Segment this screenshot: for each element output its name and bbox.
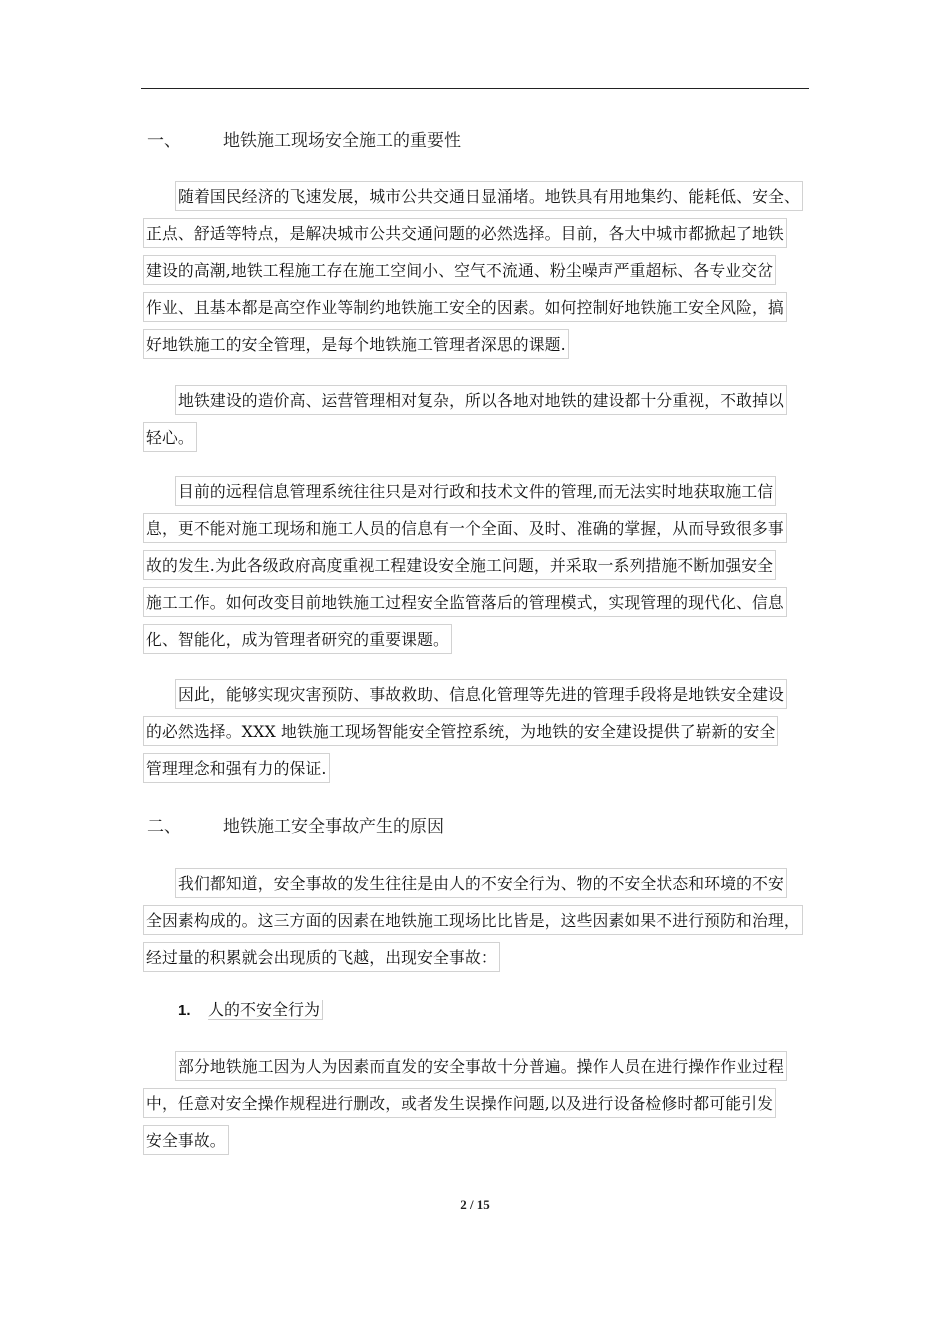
text-line: 全因素构成的。这三方面的因素在地铁施工现场比比皆是，这些因素如果不进行预防和治理， [143,905,803,935]
text-line: 安全事故。 [143,1125,229,1155]
subsection-title: 人的不安全行为 [208,1000,323,1020]
paragraph [143,1051,809,1162]
text-line: 故的发生.为此各级政府高度重视工程建设安全施工问题，并采取一系列措施不断加强安全 [143,550,776,580]
text-line: 我们都知道，安全事故的发生往往是由人的不安全行为、物的不安全状态和环境的不安 [175,868,787,898]
text-line: 的必然选择。XXX 地铁施工现场智能安全管控系统，为地铁的安全建设提供了崭新的安全 [143,716,778,746]
text-line: 部分地铁施工因为人为因素而直发的安全事故十分普遍。操作人员在进行操作作业过程 [175,1051,787,1081]
text-line: 管理理念和强有力的保证. [143,753,330,783]
section-heading-1 [147,126,461,151]
section-title: 地铁施工安全事故产生的原因 [223,817,444,837]
text-line: 因此，能够实现灾害预防、事故救助、信息化管理等先进的管理手段将是地铁安全建设 [175,679,787,709]
text-line: 轻心。 [143,422,197,452]
paragraph [143,181,809,366]
header-rule [141,88,809,89]
text-line: 地铁建设的造价高、运营管理相对复杂，所以各地对地铁的建设都十分重视，不敢掉以 [175,385,787,415]
section-number: 二、 [147,817,181,837]
subsection-heading [178,997,323,1020]
paragraph [143,385,809,459]
section-number: 一、 [147,131,181,151]
paragraph [143,679,809,790]
section-title: 地铁施工现场安全施工的重要性 [223,131,461,151]
text-line: 作业、且基本都是高空作业等制约地铁施工安全的因素。如何控制好地铁施工安全风险，搞 [143,292,787,322]
subsection-number: 1. [178,1002,191,1019]
text-line: 随着国民经济的飞速发展，城市公共交通日显涌堵。地铁具有用地集约、能耗低、安全、 [175,181,803,211]
text-line: 经过量的积累就会出现质的飞越，出现安全事故： [143,942,500,972]
paragraph [143,476,809,661]
text-line: 好地铁施工的安全管理，是每个地铁施工管理者深思的课题. [143,329,569,359]
text-line: 建设的高潮,地铁工程施工存在施工空间小、空气不流通、粉尘噪声严重超标、各专业交岔 [143,255,776,285]
text-line: 正点、舒适等特点，是解决城市公共交通问题的必然选择。目前，各大中城市都掀起了地铁 [143,218,787,248]
text-line: 中，任意对安全操作规程进行删改，或者发生误操作问题,以及进行设备检修时都可能引发 [143,1088,776,1118]
text-line: 化、智能化，成为管理者研究的重要课题。 [143,624,452,654]
page-number: 2 / 15 [460,1197,490,1212]
text-line: 目前的远程信息管理系统往往只是对行政和技术文件的管理,而无法实时地获取施工信 [175,476,776,506]
text-line: 息，更不能对施工现场和施工人员的信息有一个全面、及时、准确的掌握，从而导致很多事 [143,513,787,543]
section-heading-2 [147,812,444,837]
text-line: 施工工作。如何改变目前地铁施工过程安全监管落后的管理模式，实现管理的现代化、信息 [143,587,787,617]
paragraph [143,868,809,979]
